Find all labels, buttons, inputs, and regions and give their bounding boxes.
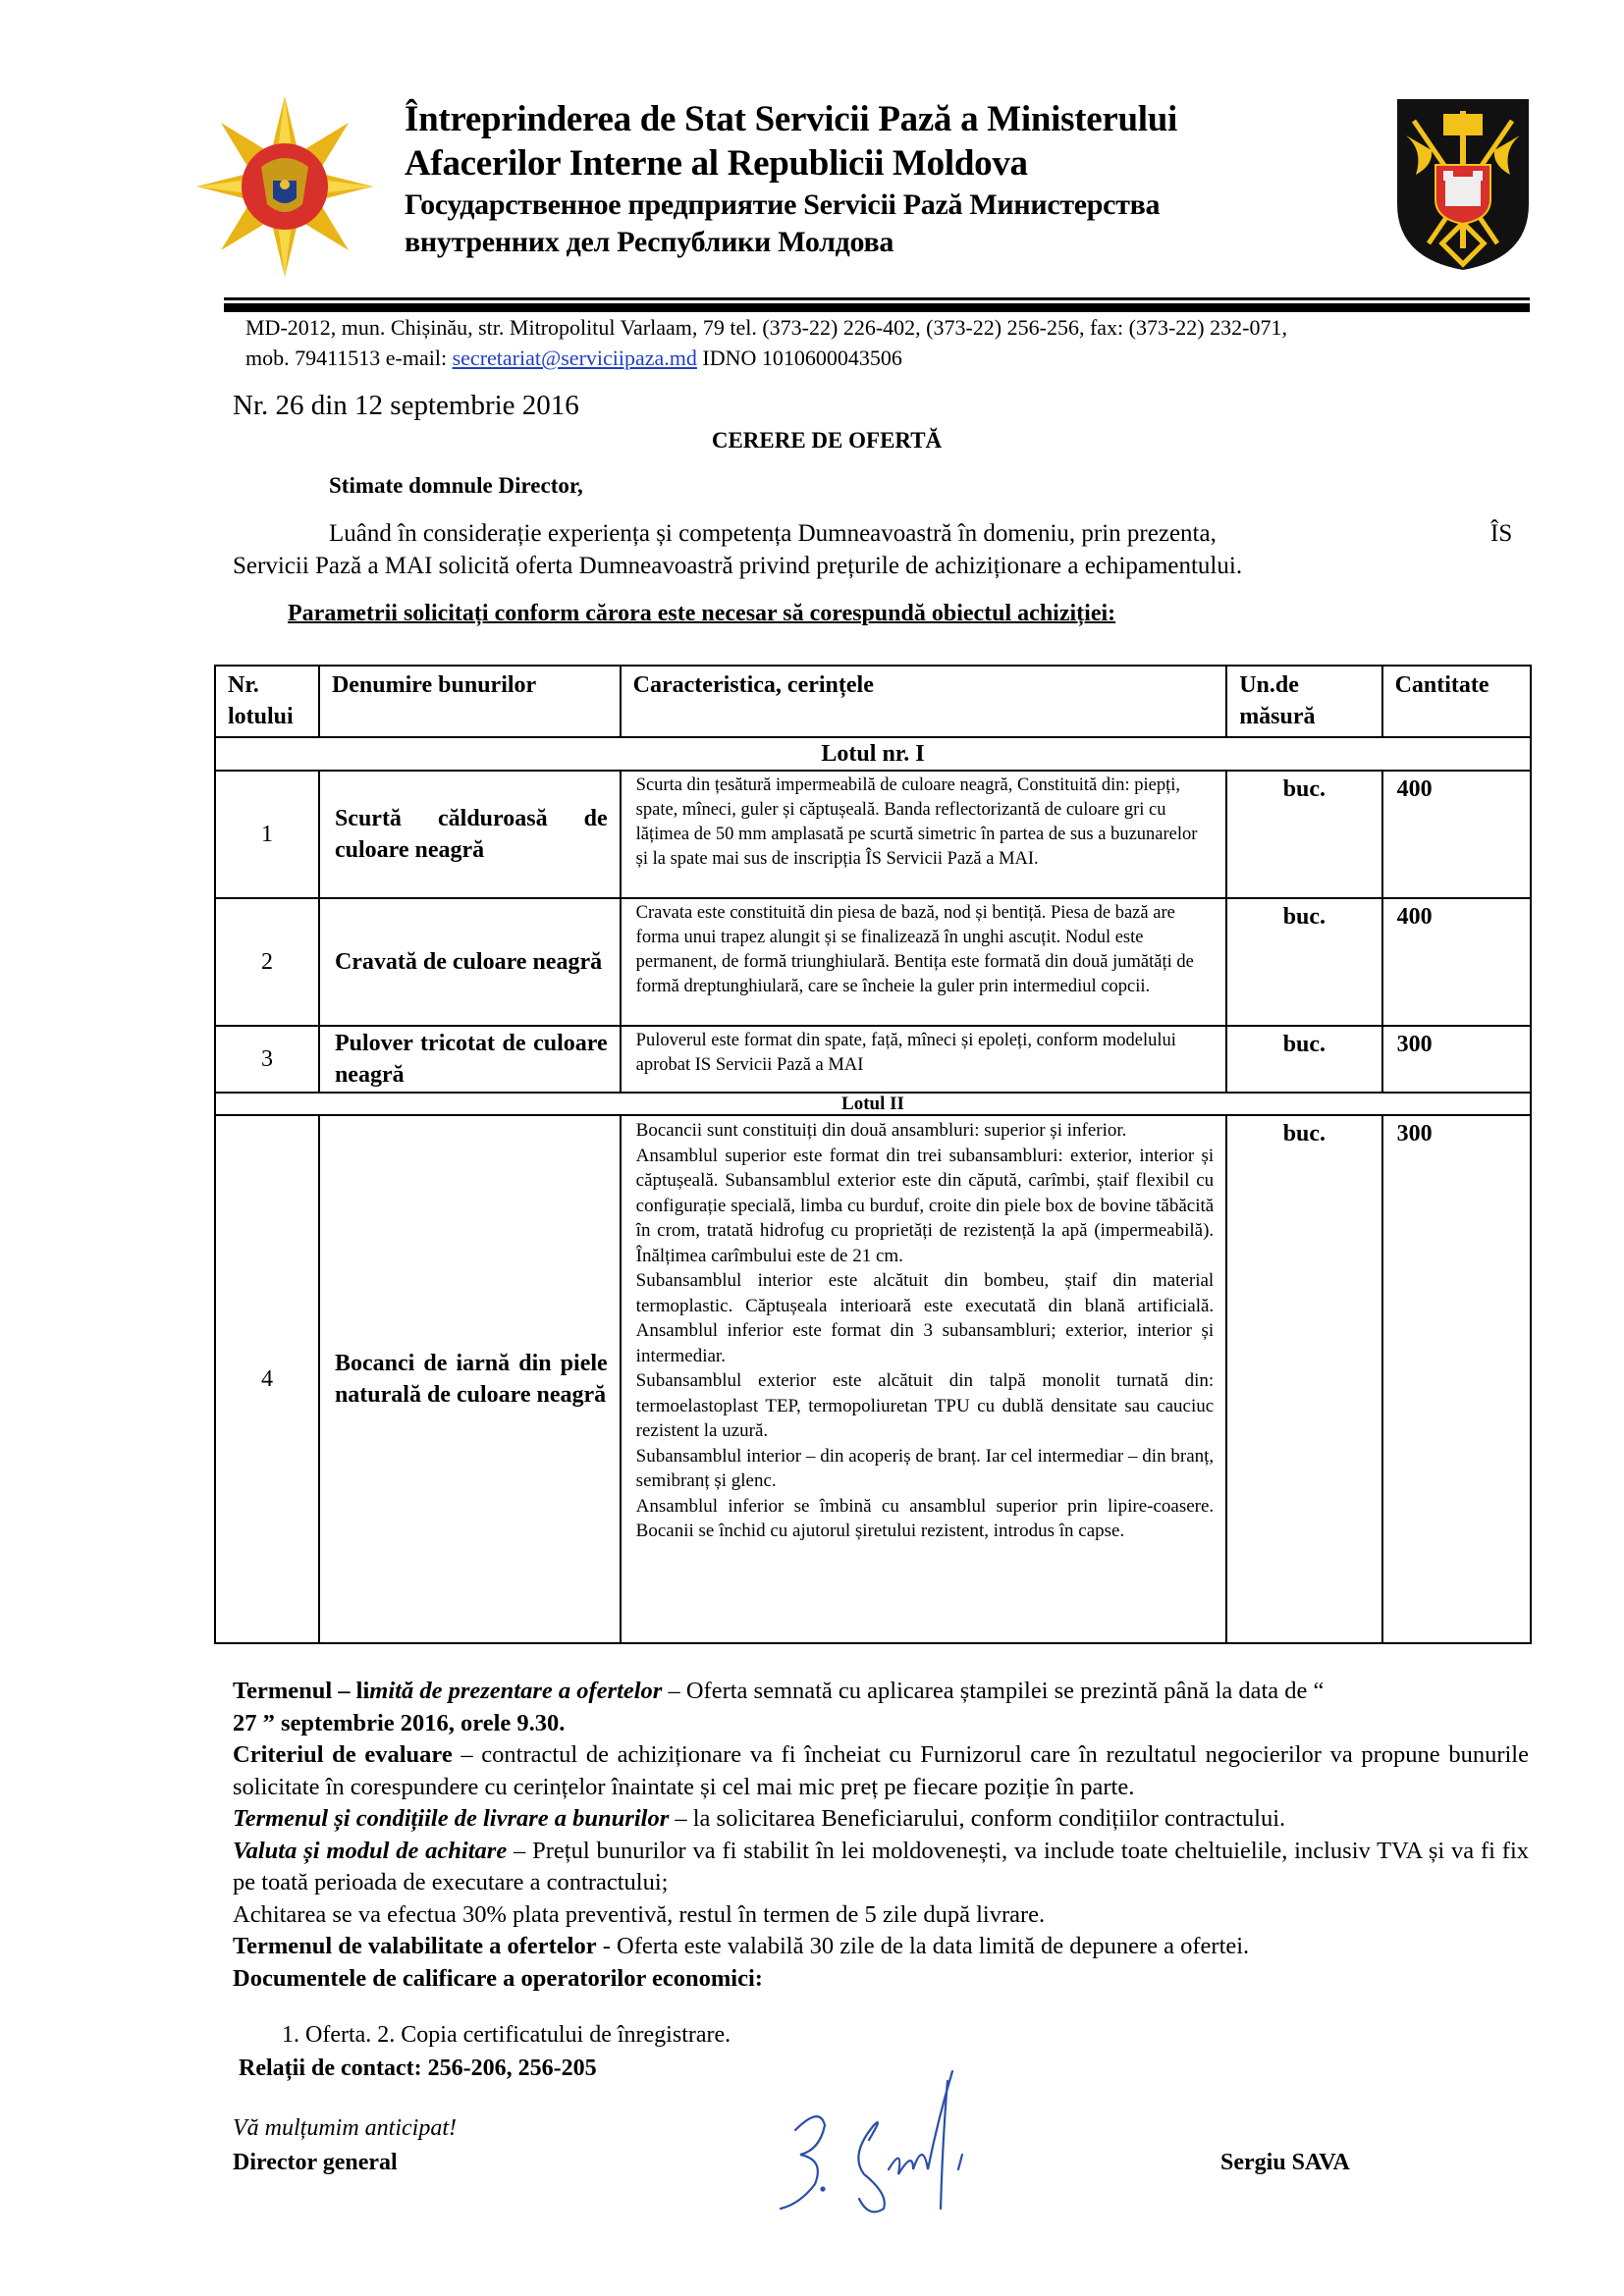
row-nr: 3 xyxy=(215,1026,319,1093)
header-desc: Caracteristica, cerințele xyxy=(621,666,1227,737)
row-desc: Puloverul este format din spate, față, mîneci și epoleți, conform modelului aprobat IS Servicii Pază a MAI xyxy=(621,1026,1227,1093)
criteria-term: Criteriul de evaluare – contractul de achiziționare va fi încheiat cu Furnizorul care în rezultatul negocierilor va propune bunurile solicitate în corespundere cu cerințelor înaintate și cel mai mic preț pe fiecare poziție în parte. xyxy=(233,1741,1529,1800)
row-qty: 300 xyxy=(1382,1115,1531,1643)
table-header-row xyxy=(215,666,1531,737)
intro-line-1: Luând în considerație experiența și competența Dumneavoastră în domeniu, prin prezenta, xyxy=(329,520,1217,547)
table-row xyxy=(215,1115,1531,1643)
row-desc: Scurta din țesătură impermeabilă de culoare neagră, Constituită din: piepți, spate, mîneci, guler și căptușeală. Banda reflectorizantă de culoare gri cu lățimea de 50 mm amplasată pe scurtă simetric în partea de sus a buzunarelor și la spate mai sus de inscripția ÎS Servicii Pază a MAI. xyxy=(621,771,1227,898)
row-nr: 1 xyxy=(215,771,319,898)
header-um: Un.de măsură xyxy=(1226,666,1381,737)
deadline-term: Termenul – limită de prezentare a ofertelor – Oferta semnată cu aplicarea ștampilei se prezintă până la data de “ 27 ” septembrie 2016, orele 9.30. xyxy=(233,1678,1325,1736)
row-desc: Cravata este constituită din piesa de bază, nod și bentiță. Piesa de bază are forma unui trapez alungit și se finalizează în unghi ascuțit. Nodul este permanent, de formă triunghiulară. Bentița este formată din două jumătăți de formă dreptunghiulară, care se încheie la guler prin intermediul copcii. xyxy=(621,898,1227,1026)
lot-1-row xyxy=(215,737,1531,771)
signer-role: Director general xyxy=(233,2150,398,2175)
currency-term: Valuta și modul de achitare – Prețul bunurilor va fi stabilit în lei moldovenești, va include toate cheltuielile, inclusiv TVA și va fi fix pe toată perioada de executare a contractului; xyxy=(233,1837,1529,1896)
row-um: buc. xyxy=(1226,771,1381,898)
header-name: Denumire bunurilor xyxy=(319,666,621,737)
address-block xyxy=(245,312,1542,373)
org-name-ru-line2: внутренних дел Республики Молдова xyxy=(405,226,894,258)
validity-term: Termenul de valabilitate a ofertelor - Oferta este valabilă 30 zile de la data limită de depunere a ofertei. xyxy=(233,1933,1250,1959)
contact-info: Relații de contact: 256-206, 256-205 xyxy=(239,2056,597,2081)
docs-list: 1. Oferta. 2. Copia certificatului de înregistrare. xyxy=(282,2022,731,2048)
table-row xyxy=(215,771,1531,898)
intro-is: ÎS xyxy=(1490,520,1513,547)
row-name: Pulover tricotat de culoare neagră xyxy=(319,1026,621,1093)
row-qty: 300 xyxy=(1382,1026,1531,1093)
thanks-note: Vă mulțumim anticipat! xyxy=(233,2115,457,2141)
row-um: buc. xyxy=(1226,1115,1381,1643)
document-number: Nr. 26 din 12 septembrie 2016 xyxy=(233,390,579,421)
row-name: Scurtă călduroasă de culoare neagră xyxy=(319,771,621,898)
row-name: Cravată de culoare neagră xyxy=(319,898,621,1026)
org-name-ru-line1: Государственное предприятие Servicii Pază Министерства xyxy=(405,188,1161,221)
row-nr: 2 xyxy=(215,898,319,1026)
payment-term: Achitarea se va efectua 30% plata preventivă, restul în termen de 5 zile după livrare. xyxy=(233,1900,1046,1928)
header-nr: Nr. lotului xyxy=(215,666,319,737)
header-qty: Cantitate xyxy=(1382,666,1531,737)
table-row xyxy=(215,898,1531,1026)
requirements-table xyxy=(214,665,1532,1644)
delivery-term: Termenul și condițiile de livrare a bunurilor – la solicitarea Beneficiarului, conform condițiilor contractului. xyxy=(233,1805,1286,1832)
coat-of-arms-icon xyxy=(1394,96,1532,273)
lot-2-row xyxy=(215,1093,1531,1115)
row-um: buc. xyxy=(1226,1026,1381,1093)
params-heading: Parametrii solicitați conform cărora este necesar să corespundă obiectul achiziției: xyxy=(288,601,1116,626)
row-nr: 4 xyxy=(215,1115,319,1643)
row-desc: Bocancii sunt constituiți din două ansambluri: superior și inferior. Ansamblul superior este format din trei subansambluri: exterior, interior și căptușeală. Subansamblul exterior este din căpută, carîmbi, ștaif flexibil cu configurație specială, limba cu burduf, croite din piele box de bovine tăbăcită în crom, tratată hidrofug cu proprietăți de rezistență la apă (impermeabilă). Înălțimea carîmbului este de 21 cm. Subansamblul interior este alcătuit din bombeu, ștaif din material termoplastic. Căptușeala interioară este executată din blană artificială. Ansamblul inferior este format din 3 subansambluri; exterior, interior și intermediar. Subansamblul exterior este alcătuit din talpă monolit turnată din: termoelastoplast TEP, termopoliuretan TPU cu dublă densitate sau cauciuc rezistent la uzură. Subansamblul interior – din acoperiș de branț. Iar cel intermediar – din branț, semibranț și glenc. Ansamblul inferior se îmbină cu ansamblul superior prin lipire-coasere. Bocanii se închid cu ajutorul șiretului rezistent, introdus în capse. xyxy=(621,1115,1227,1643)
table-row xyxy=(215,1026,1531,1093)
terms-section xyxy=(233,1676,1529,1995)
row-name: Bocanci de iarnă din piele naturală de culoare neagră xyxy=(319,1115,621,1643)
address-line: MD-2012, mun. Chișinău, str. Mitropolitul Varlaam, 79 tel. (373-22) 226-402, (373-22) 256-256, fax: (373-22) 232-071, xyxy=(245,315,1287,340)
salutation: Stimate domnule Director, xyxy=(329,473,583,498)
row-um: buc. xyxy=(1226,898,1381,1026)
email-link[interactable]: secretariat@serviciipaza.md xyxy=(452,346,697,370)
lot-1-label: Lotul nr. I xyxy=(215,737,1531,771)
org-name-ro-line1: Întreprinderea de Stat Servicii Pază a Ministerului xyxy=(405,99,1177,139)
signer-name: Sergiu SAVA xyxy=(1220,2150,1350,2175)
header-divider-thin xyxy=(224,297,1530,300)
org-name-ro-line2: Afacerilor Interne al Republicii Moldova xyxy=(405,143,1028,184)
row-qty: 400 xyxy=(1382,898,1531,1026)
signature-icon xyxy=(766,2061,1021,2218)
docs-heading: Documentele de calificare a operatorilor economici: xyxy=(233,1964,763,1992)
row-qty: 400 xyxy=(1382,771,1531,898)
lot-2-label: Lotul II xyxy=(215,1093,1531,1115)
document-title: CERERE DE OFERTĂ xyxy=(711,428,943,453)
intro-line-2: Servicii Pază a MAI solicită oferta Dumneavoastră privind prețurile de achiziționare a echipamentului. xyxy=(233,553,1243,579)
contact-line: mob. 79411513 e-mail: secretariat@serviciipaza.md IDNO 1010600043506 xyxy=(245,346,902,370)
star-emblem-icon xyxy=(196,93,373,280)
header-divider-thick xyxy=(224,303,1530,312)
